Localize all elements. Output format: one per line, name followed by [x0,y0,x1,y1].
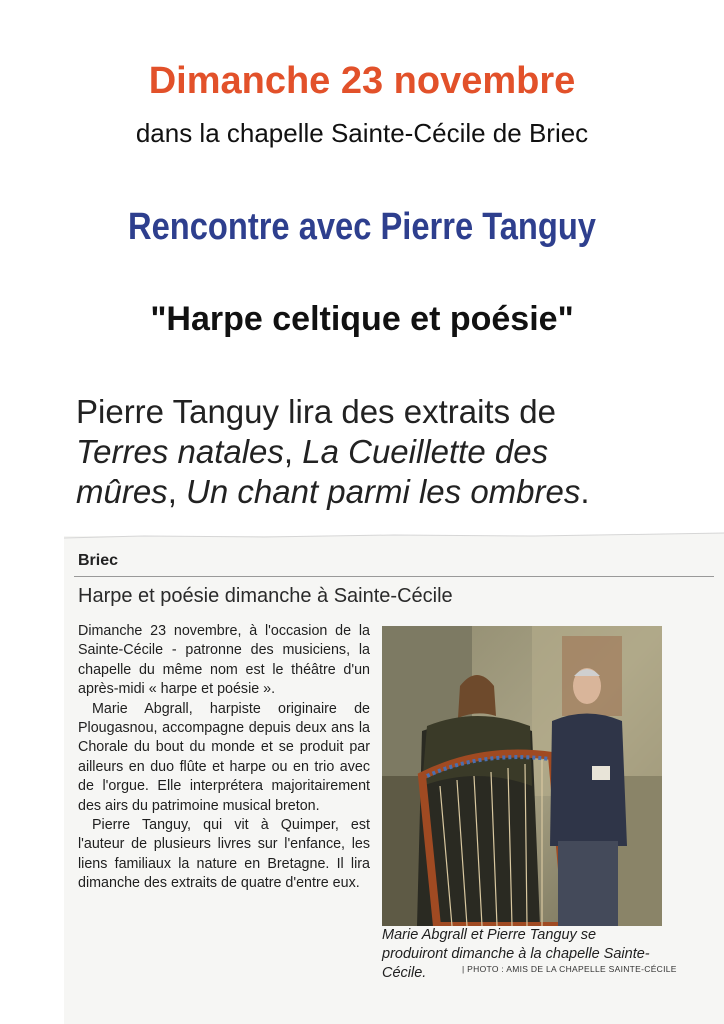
book-title: mûres [76,473,168,510]
torn-edge [64,530,724,542]
separator: , [283,433,303,470]
divider [74,576,714,577]
event-date: Dimanche 23 novembre [148,60,576,102]
article-photo [382,626,662,926]
event-theme: "Harpe celtique et poésie" [150,300,574,338]
intro-line-3 [76,472,716,512]
newspaper-section: Briec [78,552,119,569]
newspaper-clipping [64,536,724,1024]
intro-text [76,392,716,512]
event-title: Rencontre avec Pierre Tanguy [127,206,596,248]
article-paragraph: Marie Abgrall, harpiste originaire de Plougasnou, accompagne depuis deux ans la Chorale du bout du monde et se produit par ailleurs en duo flûte et harpe ou en trio avec de l'orgue. Elle interprétera majoritairement des airs du patrimoine musical breton. [78,700,370,814]
event-venue: dans la chapelle Sainte-Cécile de Briec [135,118,589,148]
separator: , [167,473,187,510]
article-paragraph: Pierre Tanguy, qui vit à Quimper, est l'auteur de plusieurs livres sur l'enfance, les liens familiaux la nature en Bretagne. Il lira dimanche des extraits de quatre d'entre eux. [78,817,370,892]
article-paragraph: Dimanche 23 novembre, à l'occasion de la Sainte-Cécile - patronne des musiciens, la chapelle du même nom est le théâtre d'un après-midi « harpe et poésie ». [78,623,370,698]
intro-line-2 [76,432,716,472]
photo-caption: Marie Abgrall et Pierre Tanguy se produiront dimanche à la chapelle Sainte-Cécile. [382,927,650,981]
newspaper-headline: Harpe et poésie dimanche à Sainte-Cécile [78,585,453,607]
book-title: Terres natales [76,433,284,470]
period: . [580,473,590,510]
newspaper-article [78,622,370,894]
intro-lead: Pierre Tanguy lira des extraits de [76,393,556,430]
intro-line-1 [76,392,716,432]
book-title: Un chant parmi les ombres [186,473,581,510]
book-title: La Cueillette des [302,433,549,470]
photo-credit: | PHOTO : AMIS DE LA CHAPELLE SAINTE-CÉCILE [462,964,677,974]
